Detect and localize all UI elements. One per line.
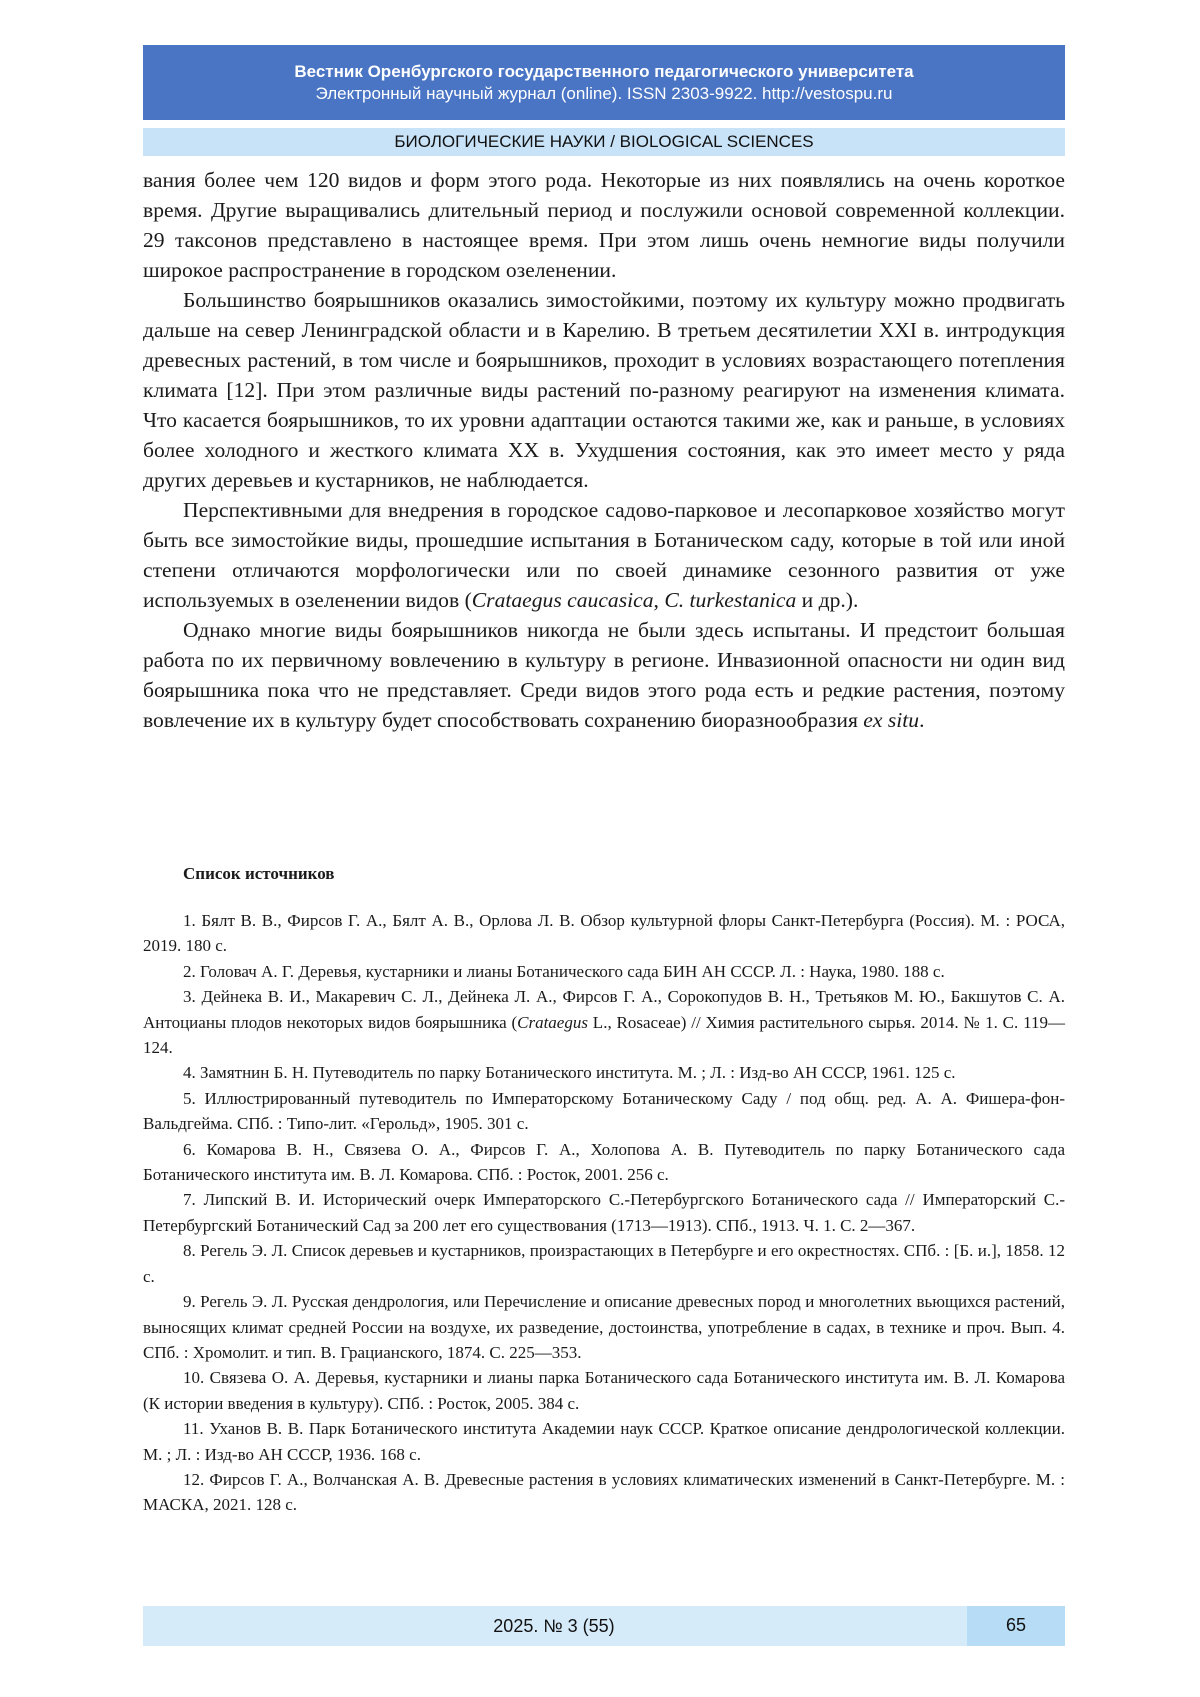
reference-item: 10. Связева О. А. Деревья, кустарники и лианы парка Ботанического сада Ботанического института им. В. Л. Комарова (К истории введения в культуру). СПб. : Росток, 2005. 384 с. xyxy=(143,1368,1065,1413)
references-list xyxy=(143,908,1065,1518)
paragraph-3 xyxy=(143,495,1065,615)
journal-header xyxy=(143,45,1065,120)
reference-item: 5. Иллюстрированный путеводитель по Императорскому Ботаническому Саду / под общ. ред. А. А. Фишера-фон-Вальдгейма. СПб. : Типо-лит. «Герольд», 1905. 301 с. xyxy=(143,1088,1065,1134)
reference-item: 11. Уханов В. В. Парк Ботанического института Академии наук СССР. Краткое описание дендрологической коллекции. М. ; Л. : Изд-во АН СССР, 1936. 168 с. xyxy=(143,1419,1065,1464)
section-heading: БИОЛОГИЧЕСКИЕ НАУКИ / BIOLOGICAL SCIENCES xyxy=(143,128,1065,156)
species-name-caucasica: Crataegus caucasica xyxy=(471,588,654,612)
reference-3-text-a: 3. Дейнека В. И., Макаревич С. Л., Дейнека Л. А., Фирсов Г. А., Сорокопудов В. Н., Третьяков М. Ю., Бакшутов С. А. Антоцианы плодов некоторых видов боярышника ( xyxy=(143,987,1065,1032)
paragraph-3-text-c: и др.). xyxy=(796,588,859,612)
reference-item: 9. Регель Э. Л. Русская дендрология, или Перечисление и описание древесных пород и многолетних вьющихся растений, выносящих климат средней России на воздухе, их разведение, достоинства, употребление в садах, в технике и проч. Вып. 4. СПб. : Хромолит. и тип. В. Грацианского, 1874. С. 225—353. xyxy=(143,1292,1065,1362)
reference-item: 4. Замятнин Б. Н. Путеводитель по парку Ботанического института. М. ; Л. : Изд-во АН СССР, 1961. 125 с. xyxy=(183,1063,956,1083)
reference-item: 1. Бялт В. В., Фирсов Г. А., Бялт А. В., Орлова Л. В. Обзор культурной флоры Санкт-Петербурга (Россия). М. : РОСА, 2019. 180 с. xyxy=(143,911,1065,956)
references-title: Список источников xyxy=(183,864,335,883)
page-footer xyxy=(143,1606,1065,1646)
reference-item xyxy=(143,984,1065,1060)
issue-number: 2025. № 3 (55) xyxy=(493,1616,615,1636)
paragraph-2: Большинство боярышников оказались зимостойкими, поэтому их культуру можно продвигать дальше на север Ленинградской области и в Карелию. В третьем десятилетии XXI в. интродукция древесных растений, в том числе и боярышников, проходит в условиях возрастающего потепления климата [12]. При этом различные виды растений по-разному реагируют на изменения климата. Что касается боярышников, то их уровни адаптации остаются такими же, как и раньше, в условиях более холодного и жесткого климата XX в. Ухудшения состояния, как это имеет место у ряда других деревьев и кустарников, не наблюдается. xyxy=(143,288,1065,492)
paragraph-4-text-a: Однако многие виды боярышников никогда не были здесь испытаны. И предстоит большая работа по их первичному вовлечению в культуру в регионе. Инвазионной опасности ни один вид боярышника пока что не представляет. Среди видов этого рода есть и редкие растения, поэтому вовлечение их в культуру будет способствовать сохранению биоразнообразия xyxy=(143,618,1065,732)
journal-subtitle: Электронный научный журнал (online). ISSN 2303-9922. http://vestospu.ru xyxy=(315,84,893,103)
paragraph-3-text-a: Перспективными для внедрения в городское садово-парковое и лесопарковое хозяйство могут быть все зимостойкие виды, прошедшие испытания в Ботаническом саду, которые в той или иной степени отличаются морфологически или по своей динамике сезонного развития от уже используемых в озеленении видов ( xyxy=(143,498,1065,612)
page-number: 65 xyxy=(967,1606,1065,1646)
reference-item: 6. Комарова В. Н., Связева О. А., Фирсов Г. А., Холопова А. В. Путеводитель по парку Ботанического сада Ботанического института им. В. Л. Комарова. СПб. : Росток, 2001. 256 с. xyxy=(143,1139,1065,1185)
reference-item: 12. Фирсов Г. А., Волчанская А. В. Древесные растения в условиях климатических изменений в Санкт-Петербурге. М. : МАСКА, 2021. 128 с. xyxy=(143,1469,1065,1515)
ex-situ-term: ex situ xyxy=(863,708,920,732)
paragraph-1: вания более чем 120 видов и форм этого рода. Некоторые из них появлялись на очень короткое время. Другие выращивались длительный период и послужили основой современной коллекции. 29 таксонов представлено в настоящее время. При этом лишь очень немногие виды получили широкое распространение в городском озеленении. xyxy=(143,168,1065,282)
article-body xyxy=(143,165,1065,735)
paragraph-4 xyxy=(143,615,1065,735)
journal-title: Вестник Оренбургского государственного педагогического университета xyxy=(294,62,914,81)
genus-name-crataegus: Crataegus xyxy=(517,1012,588,1032)
species-name-turkestanica: C. turkestanica xyxy=(664,588,797,612)
paragraph-3-text-b: , xyxy=(653,588,665,612)
paragraph-4-text-b: . xyxy=(919,708,925,732)
reference-item: 2. Головач А. Г. Деревья, кустарники и лианы Ботанического сада БИН АН СССР. Л. : Наука, 1980. 188 с. xyxy=(183,961,945,981)
reference-item: 8. Регель Э. Л. Список деревьев и кустарников, произрастающих в Петербурге и его окрестностях. СПб. : [Б. и.], 1858. 12 с. xyxy=(143,1241,1065,1286)
reference-item: 7. Липский В. И. Исторический очерк Императорского С.-Петербургского Ботанического сада // Императорский С.-Петербургский Ботанический Сад за 200 лет его существования (1713—1913). СПб., 1913. Ч. 1. С. 2—367. xyxy=(143,1190,1065,1235)
reference-3-text-b: L., Rosaceae) // Химия растительного сырья. 2014. № 1. С. 119—124. xyxy=(143,1012,1065,1058)
